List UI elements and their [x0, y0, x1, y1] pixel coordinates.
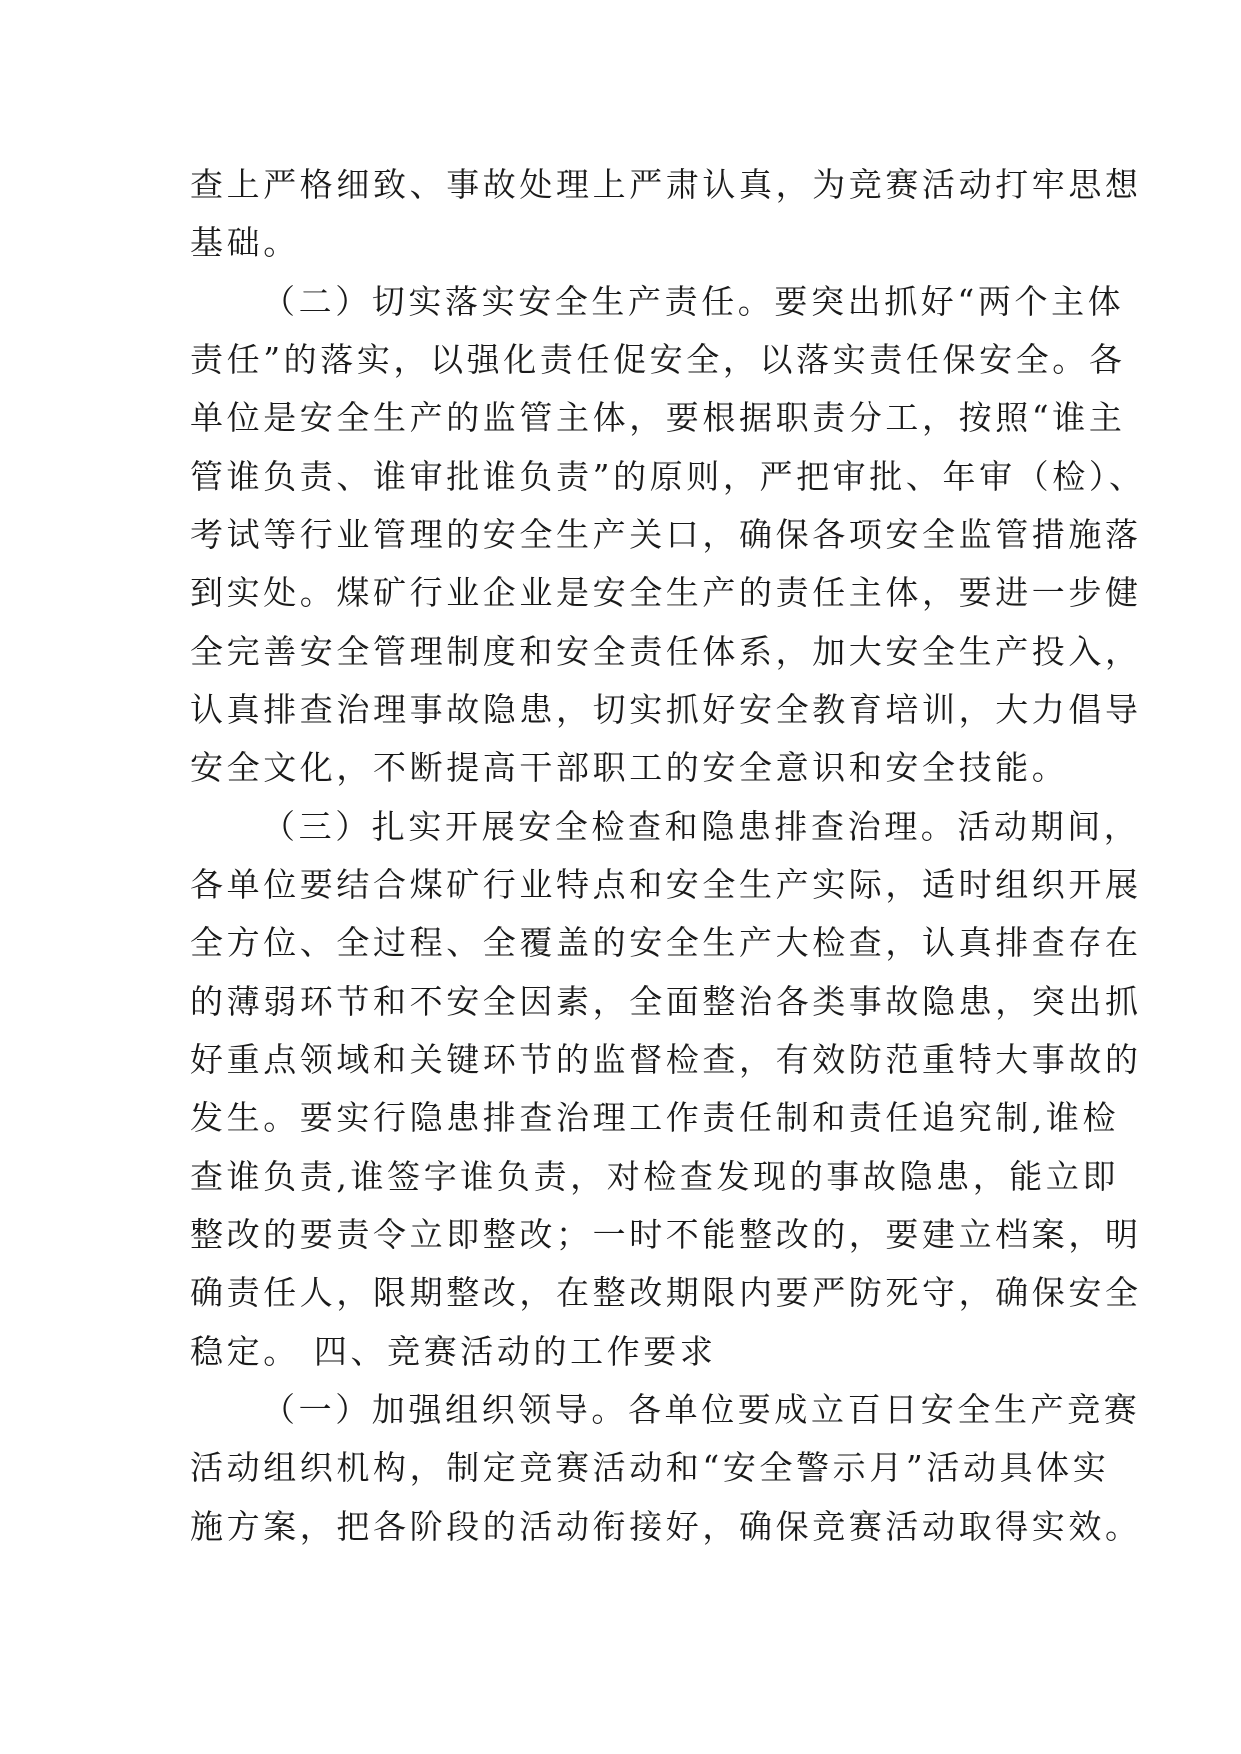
text-line-23: 活动组织机构，制定竞赛活动和“安全警示月”活动具体实	[190, 1448, 1110, 1487]
paragraph-4-start: （一）加强组织领导。各单位要成立百日安全生产竞赛	[262, 1390, 1141, 1429]
text-line-14: 全方位、全过程、全覆盖的安全生产大检查，认真排查存在	[190, 923, 1142, 962]
text-line-15: 的薄弱环节和不安全因素，全面整治各类事故隐患，突出抓	[190, 982, 1142, 1021]
text-line-6: 管谁负责、谁审批谁负责”的原则，严把审批、年审（检）、	[190, 457, 1146, 496]
text-line-8: 到实处。煤矿行业企业是安全生产的责任主体，要进一步健	[190, 573, 1142, 612]
text-line-10: 认真排查治理事故隐患，切实抓好安全教育培训，大力倡导	[190, 690, 1142, 729]
text-line-19: 整改的要责令立即整改；一时不能整改的，要建立档案，明	[190, 1215, 1142, 1254]
text-line-1: 查上严格细致、事故处理上严肃认真，为竞赛活动打牢思想	[190, 165, 1142, 204]
text-line-21: 稳定。 四、竞赛活动的工作要求	[190, 1332, 717, 1371]
text-line-18: 查谁负责,谁签字谁负责，对检查发现的事故隐患，能立即	[190, 1157, 1120, 1196]
text-line-17: 发生。要实行隐患排查治理工作责任制和责任追究制,谁检	[190, 1098, 1120, 1137]
text-line-24: 施方案，把各阶段的活动衔接好，确保竞赛活动取得实效。	[190, 1507, 1142, 1546]
text-line-9: 全完善安全管理制度和安全责任体系，加大安全生产投入，	[190, 632, 1142, 671]
text-line-13: 各单位要结合煤矿行业特点和安全生产实际，适时组织开展	[190, 865, 1142, 904]
text-line-11: 安全文化，不断提高干部职工的安全意识和安全技能。	[190, 748, 1069, 787]
paragraph-2-start: （二）切实落实安全生产责任。要突出抓好“两个主体	[262, 282, 1125, 321]
text-line-5: 单位是安全生产的监管主体，要根据职责分工，按照“谁主	[190, 398, 1126, 437]
text-line-2: 基础。	[190, 223, 300, 262]
text-line-7: 考试等行业管理的安全生产关口，确保各项安全监管措施落	[190, 515, 1142, 554]
paragraph-3-start: （三）扎实开展安全检查和隐患排查治理。活动期间，	[262, 807, 1141, 846]
text-line-16: 好重点领域和关键环节的监督检查，有效防范重特大事故的	[190, 1040, 1142, 1079]
text-line-20: 确责任人，限期整改，在整改期限内要严防死守，确保安全	[190, 1273, 1142, 1312]
text-line-4: 责任”的落实，以强化责任促安全，以落实责任保安全。各	[190, 340, 1126, 379]
